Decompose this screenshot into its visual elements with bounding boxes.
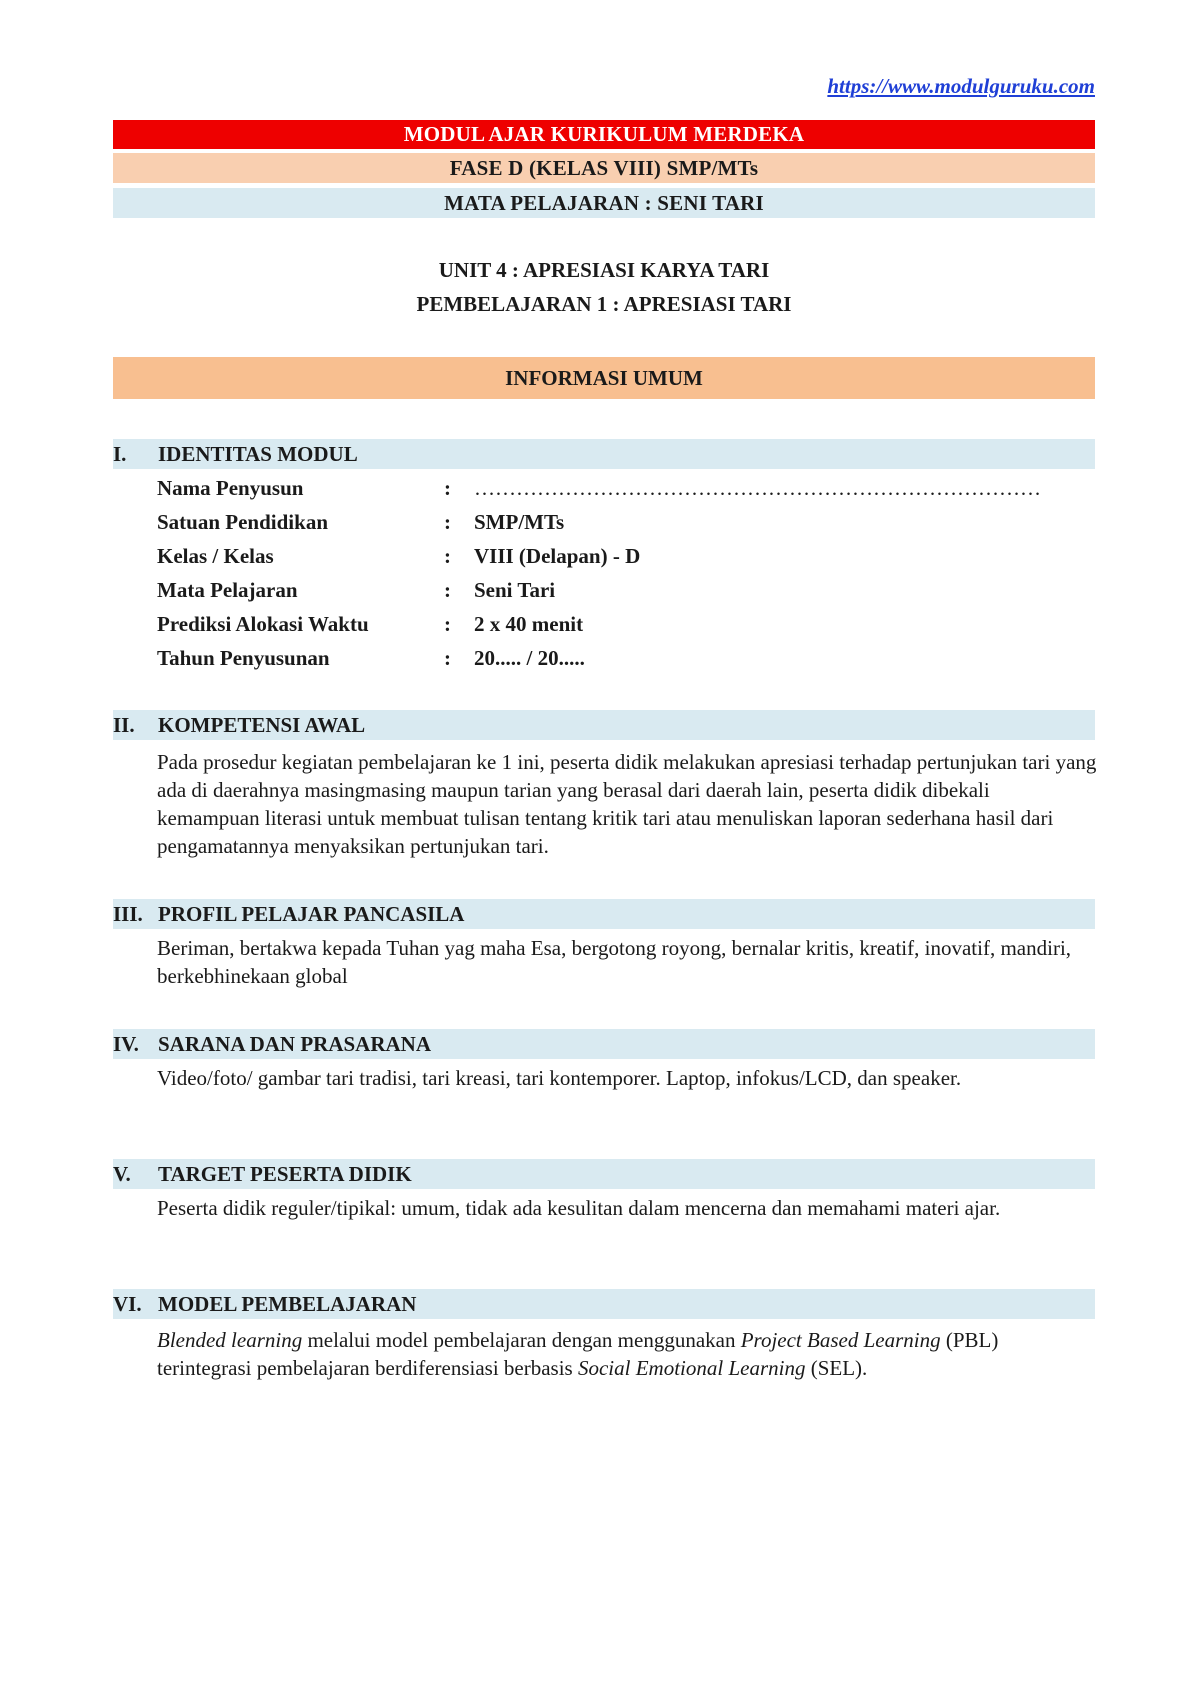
target-paragraph: Peserta didik reguler/tipikal: umum, tidak ada kesulitan dalam mencerna dan memahami materi ajar. xyxy=(157,1196,1001,1220)
identity-label: Tahun Penyusunan xyxy=(157,646,330,670)
identity-label: Nama Penyusun xyxy=(157,476,304,500)
unit-title: UNIT 4 : APRESIASI KARYA TARI xyxy=(438,258,770,282)
section-title: IDENTITAS MODUL xyxy=(158,442,358,466)
section-title: PROFIL PELAJAR PANCASILA xyxy=(158,902,465,926)
model-text-part: melalui model pembelajaran dengan menggunakan xyxy=(302,1328,741,1352)
section-number: V. xyxy=(113,1162,131,1186)
identity-row-subject xyxy=(157,578,1095,608)
section-title: KOMPETENSI AWAL xyxy=(158,713,366,737)
term-blended-learning: Blended learning xyxy=(157,1328,303,1352)
section-number: III. xyxy=(113,902,143,926)
competence-paragraph: Pada prosedur kegiatan pembelajaran ke 1 ini, peserta didik melakukan apresiasi terhadap pertunjukan tari yang ada di daerahnya masingmasing maupun tarian yang berasal dari daerah lain, peserta didik dibekali kemampuan literasi untuk membuat tulisan tentang kritik tari atau menuliskan laporan sederhana hasil dari pengamatannya menyaksikan pertunjukan tari. xyxy=(157,750,1097,858)
identity-value: VIII (Delapan) - D xyxy=(474,544,641,568)
section-heading-model xyxy=(113,1289,1095,1319)
section-title: MODEL PEMBELAJARAN xyxy=(158,1292,417,1316)
identity-label: Satuan Pendidikan xyxy=(157,510,328,534)
section-title: TARGET PESERTA DIDIK xyxy=(158,1162,412,1186)
section-title: SARANA DAN PRASARANA xyxy=(158,1032,432,1056)
section-number: IV. xyxy=(113,1032,139,1056)
identity-row-school xyxy=(157,510,1095,540)
general-info-heading: INFORMASI UMUM xyxy=(113,357,1095,399)
section-heading-competence xyxy=(113,710,1095,740)
term-project-based-learning: Project Based Learning xyxy=(740,1328,941,1352)
identity-value: 20..... / 20..... xyxy=(474,646,585,670)
website-link[interactable]: https://www.modulguruku.com xyxy=(827,74,1095,98)
model-text-part: (SEL). xyxy=(805,1356,868,1380)
identity-label: Prediksi Alokasi Waktu xyxy=(157,612,369,636)
section-heading-facilities xyxy=(113,1029,1095,1059)
pancasila-paragraph: Beriman, bertakwa kepada Tuhan yag maha Esa, bergotong royong, bernalar kritis, kreatif, inovatif, mandiri, berkebhinekaan global xyxy=(157,936,1072,988)
identity-value: ……………………………………………………………………… xyxy=(474,476,1041,500)
section-heading-pancasila xyxy=(113,899,1095,929)
identity-label: Mata Pelajaran xyxy=(157,578,298,602)
facilities-paragraph: Video/foto/ gambar tari tradisi, tari kreasi, tari kontemporer. Laptop, infokus/LCD, dan speaker. xyxy=(157,1066,962,1090)
section-number: VI. xyxy=(113,1292,142,1316)
identity-row-class xyxy=(157,544,1095,574)
identity-colon: : xyxy=(444,510,451,534)
identity-row-author xyxy=(157,476,1095,506)
model-text-part: (PBL) terintegrasi pembelajaran berdiferensiasi berbasis xyxy=(157,1328,999,1380)
subject-band: MATA PELAJARAN : SENI TARI xyxy=(113,188,1095,218)
module-title-band: MODUL AJAR KURIKULUM MERDEKA xyxy=(113,120,1095,149)
identity-colon: : xyxy=(444,544,451,568)
section-heading-identity xyxy=(113,439,1095,469)
model-paragraph xyxy=(157,1326,1097,1382)
phase-band: FASE D (KELAS VIII) SMP/MTs xyxy=(113,153,1095,183)
identity-label: Kelas / Kelas xyxy=(157,544,274,568)
identity-colon: : xyxy=(444,476,451,500)
term-social-emotional-learning: Social Emotional Learning xyxy=(577,1356,806,1380)
section-number: II. xyxy=(113,713,135,737)
identity-value: SMP/MTs xyxy=(474,510,565,534)
identity-colon: : xyxy=(444,612,451,636)
identity-row-time xyxy=(157,612,1095,642)
identity-colon: : xyxy=(444,646,451,670)
identity-colon: : xyxy=(444,578,451,602)
identity-value: Seni Tari xyxy=(474,578,556,602)
identity-row-year xyxy=(157,646,1095,676)
section-heading-target xyxy=(113,1159,1095,1189)
section-number: I. xyxy=(113,442,127,466)
lesson-title: PEMBELAJARAN 1 : APRESIASI TARI xyxy=(416,292,792,316)
identity-value: 2 x 40 menit xyxy=(474,612,584,636)
